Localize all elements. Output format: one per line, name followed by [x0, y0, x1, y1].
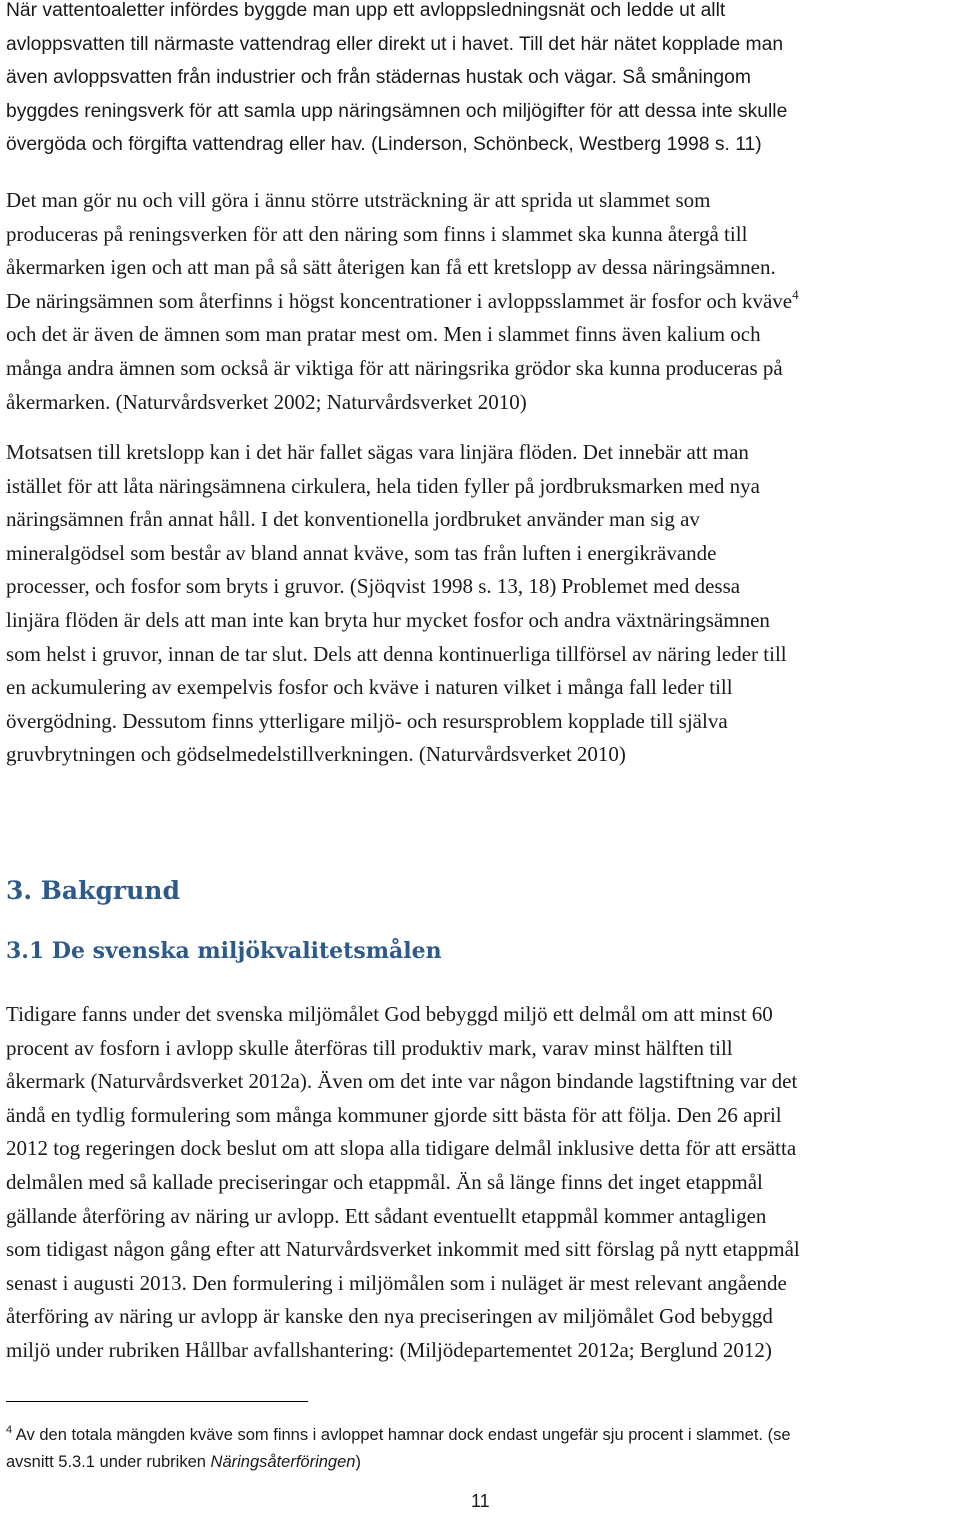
paragraph-environmental-goals [6, 998, 956, 1368]
footnote-mark: 4 [6, 1424, 13, 1436]
footnote-divider [6, 1401, 308, 1402]
paragraph-text: Tidigare fanns under det svenska miljömålet God bebyggd miljö ett delmål om att minst 60 procent av fosforn i avlopp skulle återföras till produktiv mark, varav minst hälften till åkermark (Naturvårdsverket 2012a). Även om det inte var någon bindande lagstiftning var det ändå en tydlig formulering som många kommuner gjorde sitt bästa för att följa. Den 26 april 2012 tog regeringen dock beslut om att slopa alla tidigare delmål inklusive detta för att ersätta delmålen med så kallade preciseringar och etappmål. Än så länge finns det inget etappmål gällande återföring av näring ur avlopp. Ett sådant eventuellt etappmål kommer antagligen som tidigast någon gång efter att Naturvårdsverket inkommit med sitt förslag på nytt etappmål senast i augusti 2013. Den formulering i miljömålen som i nuläget är mest relevant angående återföring av näring ur avlopp är kanske den nya preciseringen av miljömålet God bebyggd miljö under rubriken Hållbar avfallshantering: (Miljödepartementet 2012a; Berglund 2012) [6, 1002, 800, 1362]
paragraph-linear-flows [6, 436, 956, 772]
footnote-text: Av den totala mängden kväve som finns i avloppet hamnar dock endast ungefär sju procent i slammet. (se avsnitt 5.3.1 under rubriken [6, 1426, 791, 1471]
paragraph-text: och det är även de ämnen som man pratar mest om. Men i slammet finns även kalium och många andra ämnen som också är viktiga för att näringsrika grödor ska kunna produceras på åkermarken. (Naturvårdsverket 2002; Naturvårdsverket 2010) [6, 322, 783, 414]
subsection-heading: 3.1 De svenska miljökvalitetsmålen [6, 938, 442, 964]
document-page [6, 0, 956, 1514]
paragraph-sewage-history [6, 0, 956, 162]
section-heading: 3. Bakgrund [6, 876, 180, 905]
footnote-italic-title: Näringsåterföringen [210, 1453, 356, 1471]
page-number: 11 [471, 1491, 490, 1511]
paragraph-text: Motsatsen till kretslopp kan i det här fallet sägas vara linjära flöden. Det innebär att man istället för att låta näringsämnena cirkulera, hela tiden fyller på jordbruksmarken med nya näringsämnen från annat håll. I det konventionella jordbruket använder man sig av mineralgödsel som består av bland annat kväve, som tas från luften i energikrävande processer, och fosfor som bryts i gruvor. (Sjöqvist 1998 s. 13, 18) Problemet med dessa linjära flöden är dels att man inte kan bryta hur mycket fosfor och andra växtnäringsämnen som helst i gruvor, innan de tar slut. Dels att denna kontinuerliga tillförsel av näring leder till en ackumulering av exempelvis fosfor och kväve i naturen vilket i många fall leder till övergödning. Dessutom finns ytterligare miljö- och resursproblem kopplade till själva gruvbrytningen och gödselmedelstillverkningen. (Naturvårdsverket 2010) [6, 440, 787, 767]
footnote [6, 1422, 956, 1476]
footnote-text-end: ) [355, 1453, 361, 1471]
paragraph-text: När vattentoaletter infördes byggde man upp ett avloppsledningsnät och ledde ut allt avloppsvatten till närmaste vattendrag eller direkt ut i havet. Till det här nätet kopplade man även avloppsvatten från industrier och från städernas hustak och vägar. Så småningom byggdes reningsverk för att samla upp näringsämnen och miljögifter för att dessa inte skulle övergöda och förgifta vattendrag eller hav. (Linderson, Schönbeck, Westberg 1998 s. 11) [6, 0, 788, 156]
paragraph-sludge-spreading [6, 184, 956, 419]
footnote-reference[interactable]: 4 [792, 286, 799, 302]
paragraph-text: Det man gör nu och vill göra i ännu större utsträckning är att sprida ut slammet som produceras på reningsverken för att den näring som finns i slammet ska kunna återgå till åkermarken igen och att man på så sätt återigen kan få ett kretslopp av dessa näringsämnen. De näringsämnen som återfinns i högst koncentrationer i avloppsslammet är fosfor och kväve [6, 188, 793, 313]
